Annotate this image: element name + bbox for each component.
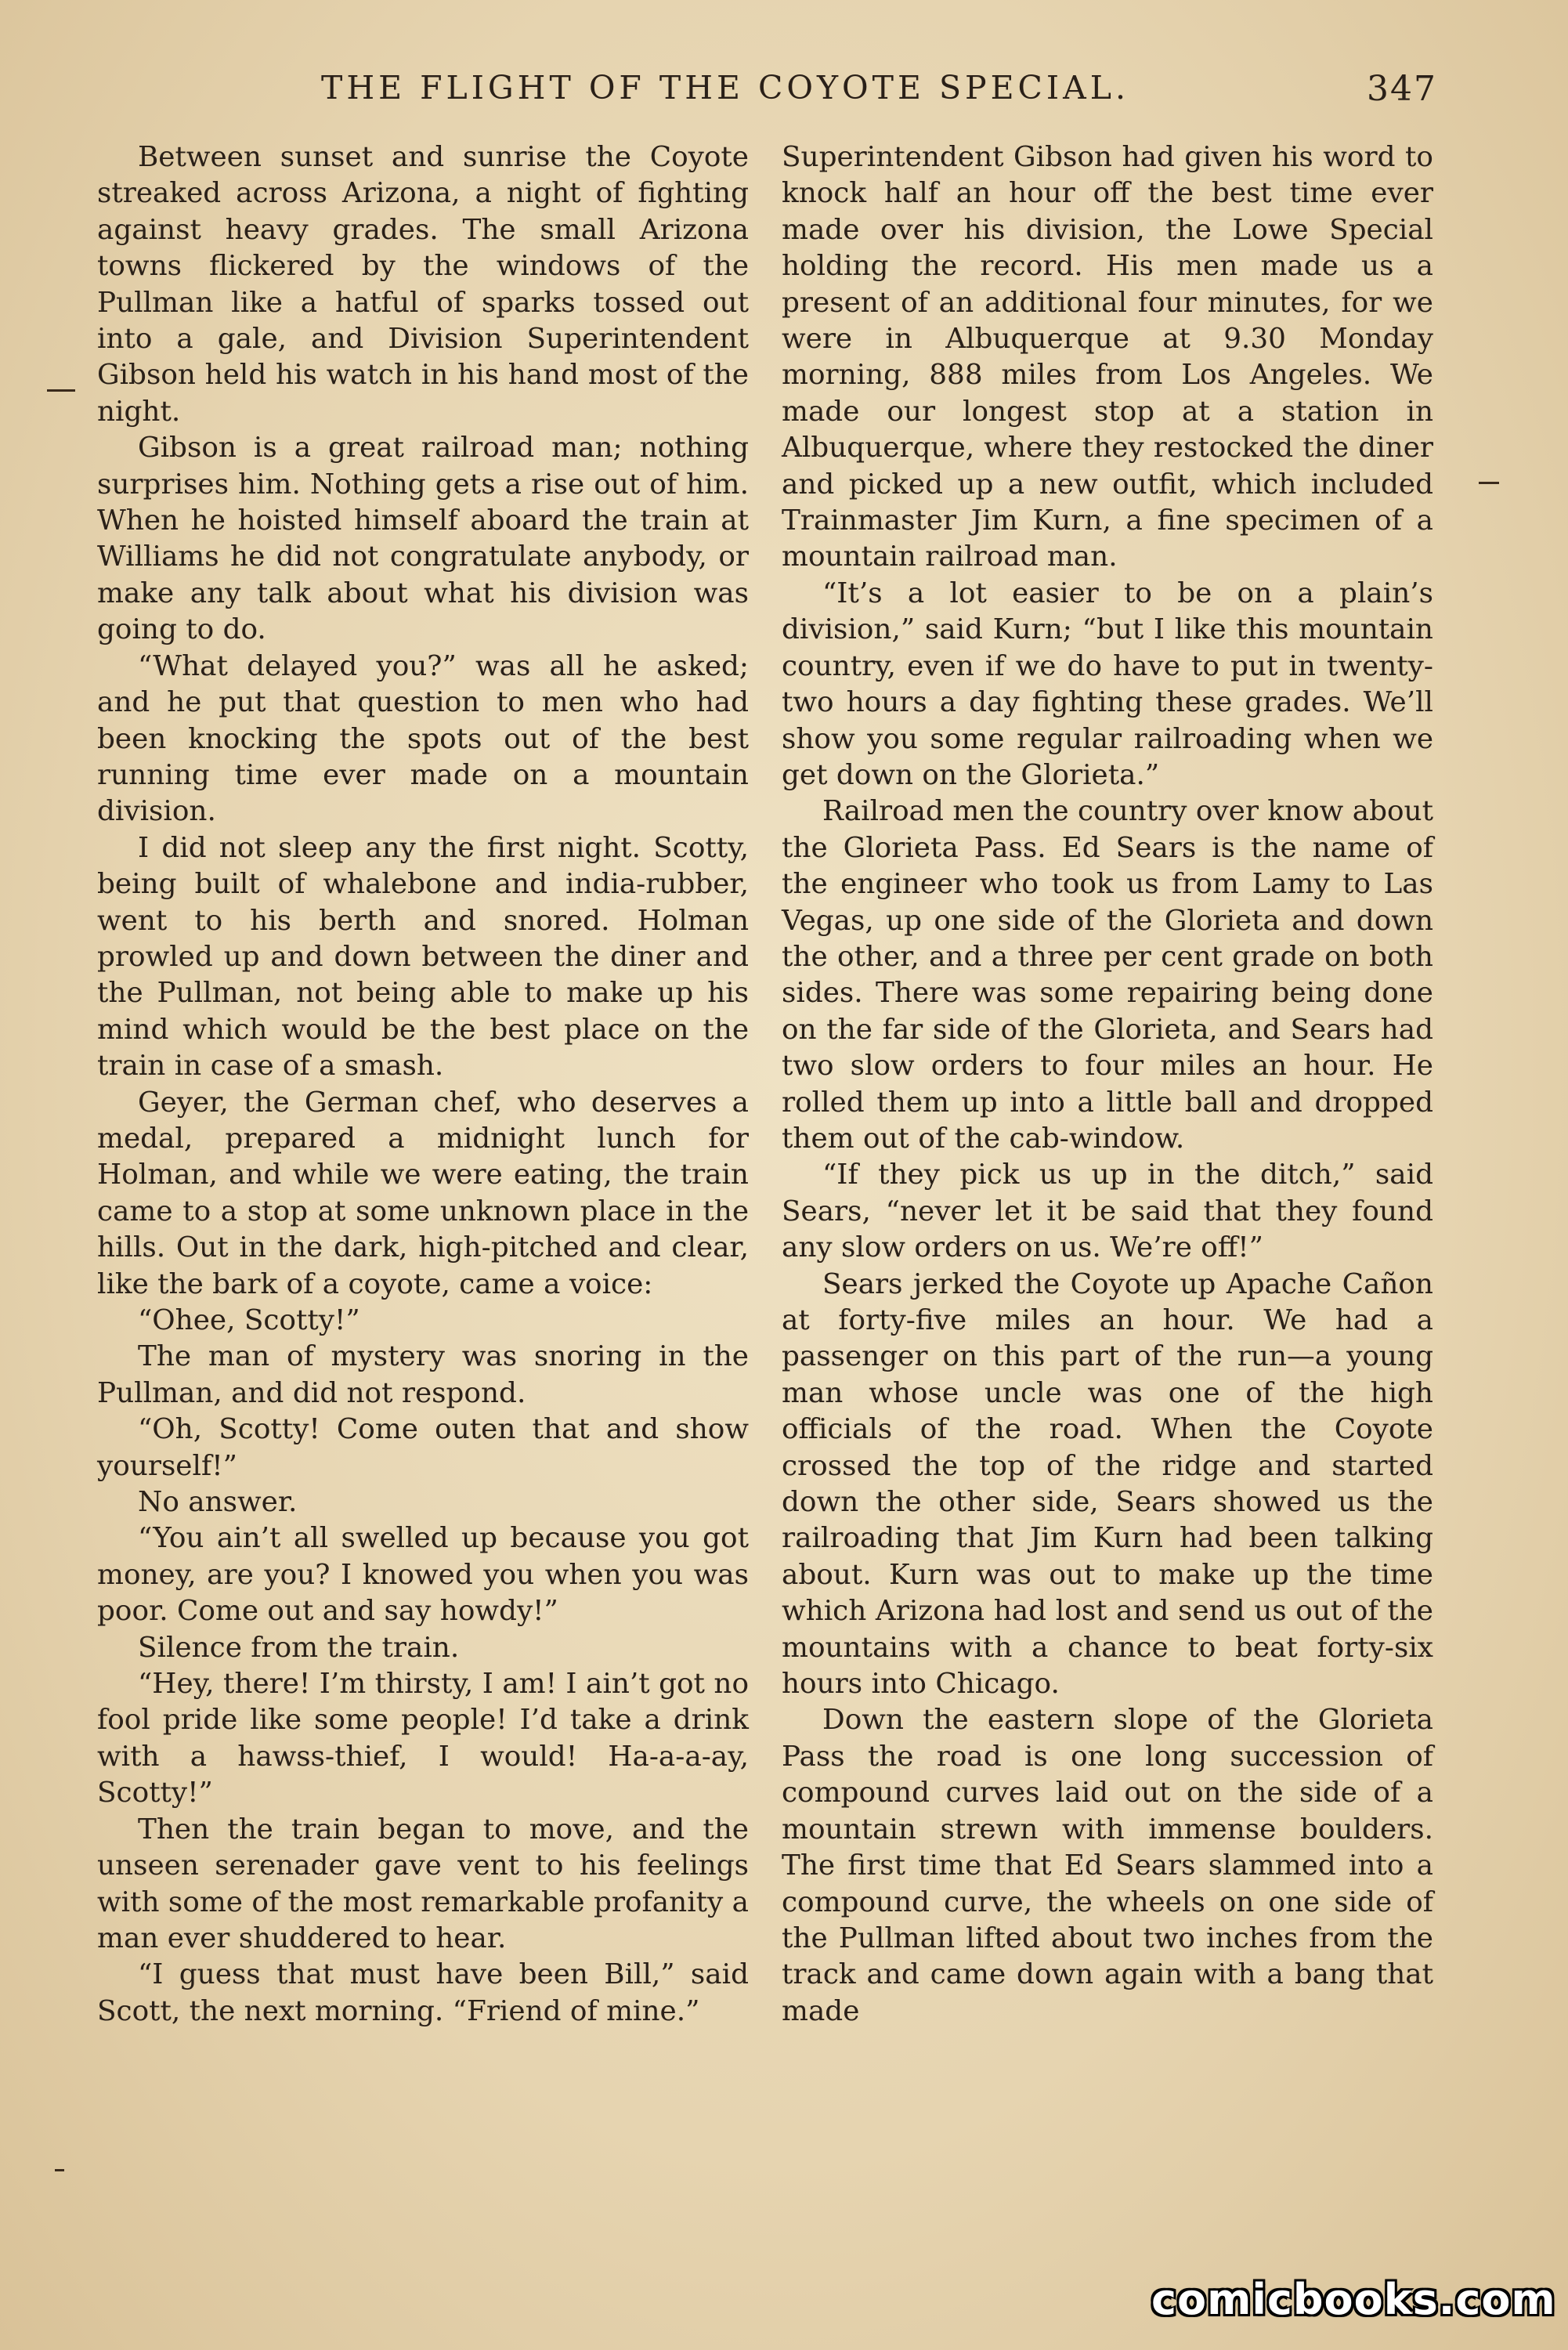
page-number: 347	[1367, 69, 1437, 109]
paragraph: Railroad men the country over know about the Glorieta Pass. Ed Sears is the name of the engineer who took us from Lamy to Las Vegas, up one side of the Glorieta and down the other, and a three per cent grade on both sides. There was some repairing being done on the far side of the Glorieta, and Sears had two slow orders to four miles an hour. He rolled them up into a little ball and dropped them out of the cab-window.	[782, 795, 1433, 1155]
paragraph: Between sunset and sunrise the Coyote streaked across Arizona, a night of fighting against heavy grades. The small Arizona towns flickered by the windows of the Pullman like a hatful of sparks tossed out into a gale, and Division Superintendent Gibson held his watch in his hand most of the night.	[97, 141, 749, 428]
left-column	[97, 139, 749, 2030]
right-column	[782, 139, 1433, 2030]
paragraph: “Hey, there! I’m thirsty, I am! I ain’t got no fool pride like some people! I’d take a drink with a hawss-thief, I would! Ha-a-a-ay, Scotty!”	[97, 1668, 749, 1810]
paragraph: Gibson is a great railroad man; nothing surprises him. Nothing gets a rise out of him. When he hoisted himself aboard the train at Williams he did not congratulate anybody, or make any talk about what his division was going to do.	[97, 432, 749, 646]
margin-mark	[55, 2169, 64, 2171]
paragraph: “Oh, Scotty! Come outen that and show yourself!”	[97, 1413, 749, 1482]
paragraph: I did not sleep any the first night. Scotty, being built of whalebone and india-rubber, went to his berth and snored. Holman prowled up and down between the diner and the Pullman, not being able to make up his mind which would be the best place on the train in case of a smash.	[97, 831, 749, 1083]
paragraph: Sears jerked the Coyote up Apache Cañon at forty-five miles an hour. We had a passenger on this part of the run—a young man whose uncle was one of the high officials of the road. When the Coyote crossed the top of the ridge and started down the other side, Sears showed us the railroading that Jim Kurn had been talking about. Kurn was out to make up the time which Arizona had lost and send us out of the mountains with a chance to beat forty-six hours into Chicago.	[782, 1267, 1433, 1701]
margin-mark	[47, 389, 75, 392]
paragraph: “If they pick us up in the ditch,” said Sears, “never let it be said that they found any slow orders on us. We’re off!”	[782, 1159, 1433, 1264]
paragraph: No answer.	[138, 1486, 298, 1519]
paragraph: “What delayed you?” was all he asked; and he put that question to men who had been knocking the spots out of the best running time ever made on a mountain division.	[97, 649, 749, 828]
paragraph: Down the eastern slope of the Glorieta Pass the road is one long succession of compound curves laid out on the side of a mountain strewn with immense boulders. The first time that Ed Sears slammed into a compound curve, the wheels on one side of the Pullman lifted about two inches from the track and came down again with a bang that made	[782, 1704, 1433, 2027]
paragraph: “It’s a lot easier to be on a plain’s division,” said Kurn; “but I like this mountain country, even if we do have to put in twenty-two hours a day fighting these grades. We’ll show you some regular railroading when we get down on the Glorieta.”	[782, 577, 1433, 791]
paragraph: “You ain’t all swelled up because you got money, are you? I knowed you when you was poor. Come out and say howdy!”	[97, 1522, 749, 1628]
paragraph: “I guess that must have been Bill,” said Scott, the next morning. “Friend of mine.”	[97, 1958, 749, 2027]
paragraph-continued: Superintendent Gibson had given his word to knock half an hour off the best time ever made over his division, the Lowe Special holding the record. His men made us a present of an additional four minutes, for we were in Albuquerque at 9.30 Monday morning, 888 miles from Los Angeles. We made our longest stop at a station in Albuquerque, where they restocked the diner and picked up a new outfit, which included Trainmaster Jim Kurn, a fine specimen of a mountain railroad man.	[782, 141, 1433, 573]
running-header: THE FLIGHT OF THE COYOTE SPECIAL.	[321, 69, 1129, 107]
paragraph: “Ohee, Scotty!”	[138, 1304, 360, 1336]
paragraph: Geyer, the German chef, who deserves a medal, prepared a midnight lunch for Holman, and while we were eating, the train came to a stop at some unknown place in the hills. Out in the dark, high-pitched and clear, like the bark of a coyote, came a voice:	[97, 1086, 749, 1300]
paragraph: The man of mystery was snoring in the Pullman, and did not respond.	[97, 1340, 749, 1409]
paragraph: Silence from the train.	[138, 1631, 460, 1664]
margin-mark	[1479, 482, 1499, 484]
paragraph: Then the train began to move, and the unseen serenader gave vent to his feelings with some of the most remarkable profanity a man ever shuddered to hear.	[97, 1813, 749, 1954]
site-watermark: comicbooks.com	[1151, 2275, 1556, 2324]
